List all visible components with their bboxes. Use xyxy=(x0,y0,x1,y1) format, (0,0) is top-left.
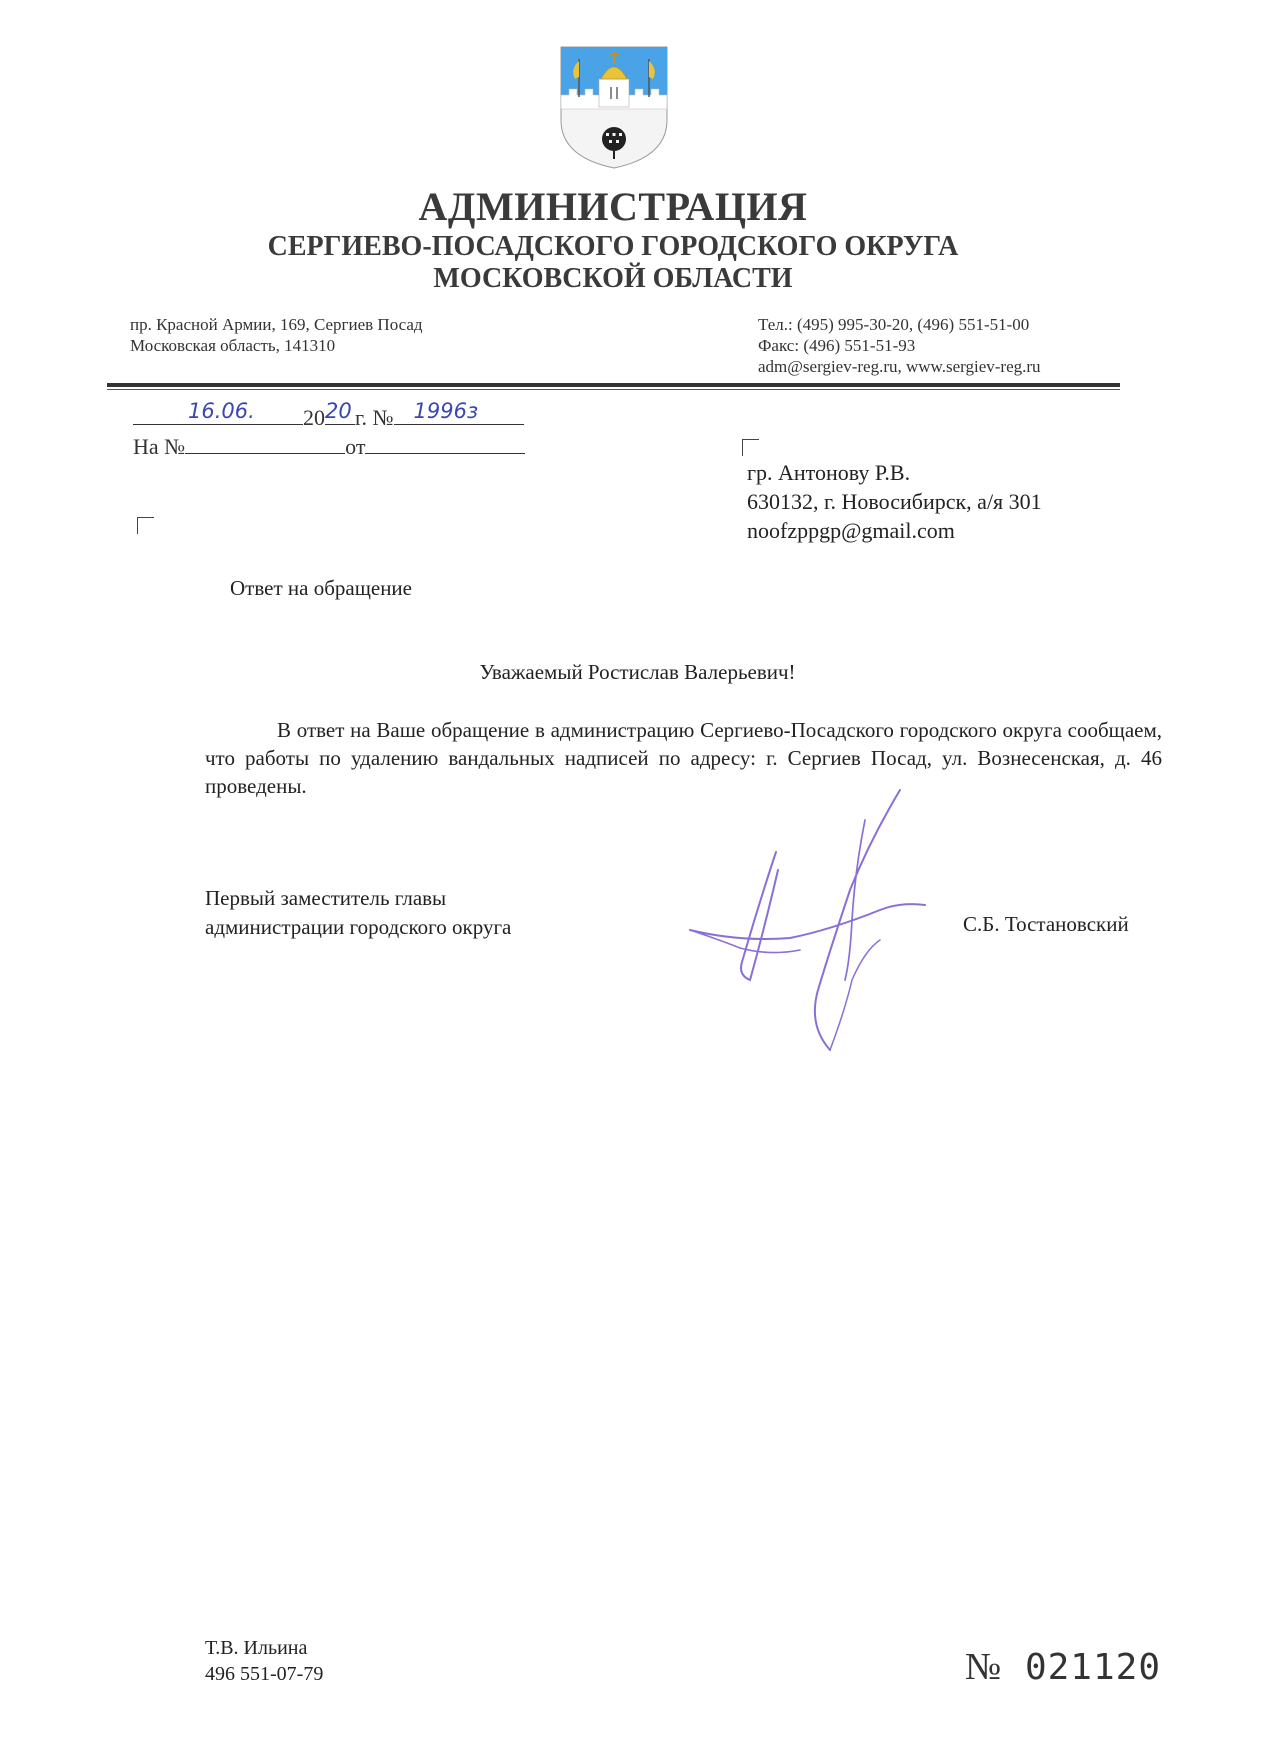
date-field xyxy=(133,399,303,425)
signatory-role xyxy=(205,884,511,942)
recipient-name: гр. Антонову Р.В. xyxy=(747,460,911,485)
ref-number-field xyxy=(185,433,345,454)
letter-subject: Ответ на обращение xyxy=(230,576,412,600)
handwritten-date: 16.06. xyxy=(188,399,255,423)
signatory-name: С.Б. Тостановский xyxy=(963,912,1129,936)
subject-corner-mark xyxy=(137,517,154,534)
role-line: администрации городского округа xyxy=(205,915,512,939)
ref-from-label: от xyxy=(345,434,366,459)
recipient-email: noofzppgp@gmail.com xyxy=(747,518,955,543)
fax-line: Факс: (496) 551-51-93 xyxy=(758,336,916,355)
recipient-block xyxy=(747,458,1042,545)
number-sign: № xyxy=(965,1646,1003,1688)
letter-body-text: В ответ на Ваше обращение в администрацию Сергиево-Посадского городского округа сообщаем, что работы по удалению вандальных надписей по адресу: г. Сергиев Посад, ул. Вознесенская, д. 46 проведены. xyxy=(205,718,1162,798)
executor-phone: 496 551-07-79 xyxy=(205,1663,324,1685)
reference-line xyxy=(133,433,525,460)
organization-region: МОСКОВСКОЙ ОБЛАСТИ xyxy=(433,263,793,294)
year-field xyxy=(325,399,355,425)
organization-title: АДМИНИСТРАЦИЯ xyxy=(418,184,808,229)
phone-line: Тел.: (495) 995-30-20, (496) 551-51-00 xyxy=(758,315,1030,334)
handwritten-signature xyxy=(680,780,940,1055)
serial-value: 021120 xyxy=(1024,1647,1161,1688)
year-prefix: 20 xyxy=(303,405,325,430)
registration-date-line xyxy=(133,399,524,431)
address-line: пр. Красной Армии, 169, Сергиев Посад xyxy=(130,315,423,334)
document-serial-number xyxy=(965,1645,1161,1689)
web-line: adm@sergiev-reg.ru, www.sergiev-reg.ru xyxy=(758,357,1041,376)
ref-date-field xyxy=(365,433,525,454)
handwritten-number: 1996з xyxy=(413,399,479,423)
ref-number-label: На № xyxy=(133,434,186,459)
coat-of-arms-emblem xyxy=(559,45,669,170)
executor-info xyxy=(205,1635,323,1687)
organization-address xyxy=(130,314,423,356)
number-field xyxy=(394,399,524,425)
recipient-corner-mark xyxy=(742,439,759,456)
letter-greeting: Уважаемый Ростислав Валерьевич! xyxy=(479,660,796,684)
organization-subtitle: СЕРГИЕВО-ПОСАДСКОГО ГОРОДСКОГО ОКРУГА xyxy=(267,231,959,262)
organization-contacts xyxy=(758,314,1041,377)
year-label: г. № xyxy=(355,405,394,430)
recipient-address: 630132, г. Новосибирск, а/я 301 xyxy=(747,489,1042,514)
header-divider-thin xyxy=(107,389,1120,390)
handwritten-year: 20 xyxy=(325,399,352,423)
role-line: Первый заместитель главы xyxy=(205,886,447,910)
executor-name: Т.В. Ильина xyxy=(205,1637,308,1659)
header-divider-thick xyxy=(107,383,1120,387)
address-line: Московская область, 141310 xyxy=(130,336,336,355)
